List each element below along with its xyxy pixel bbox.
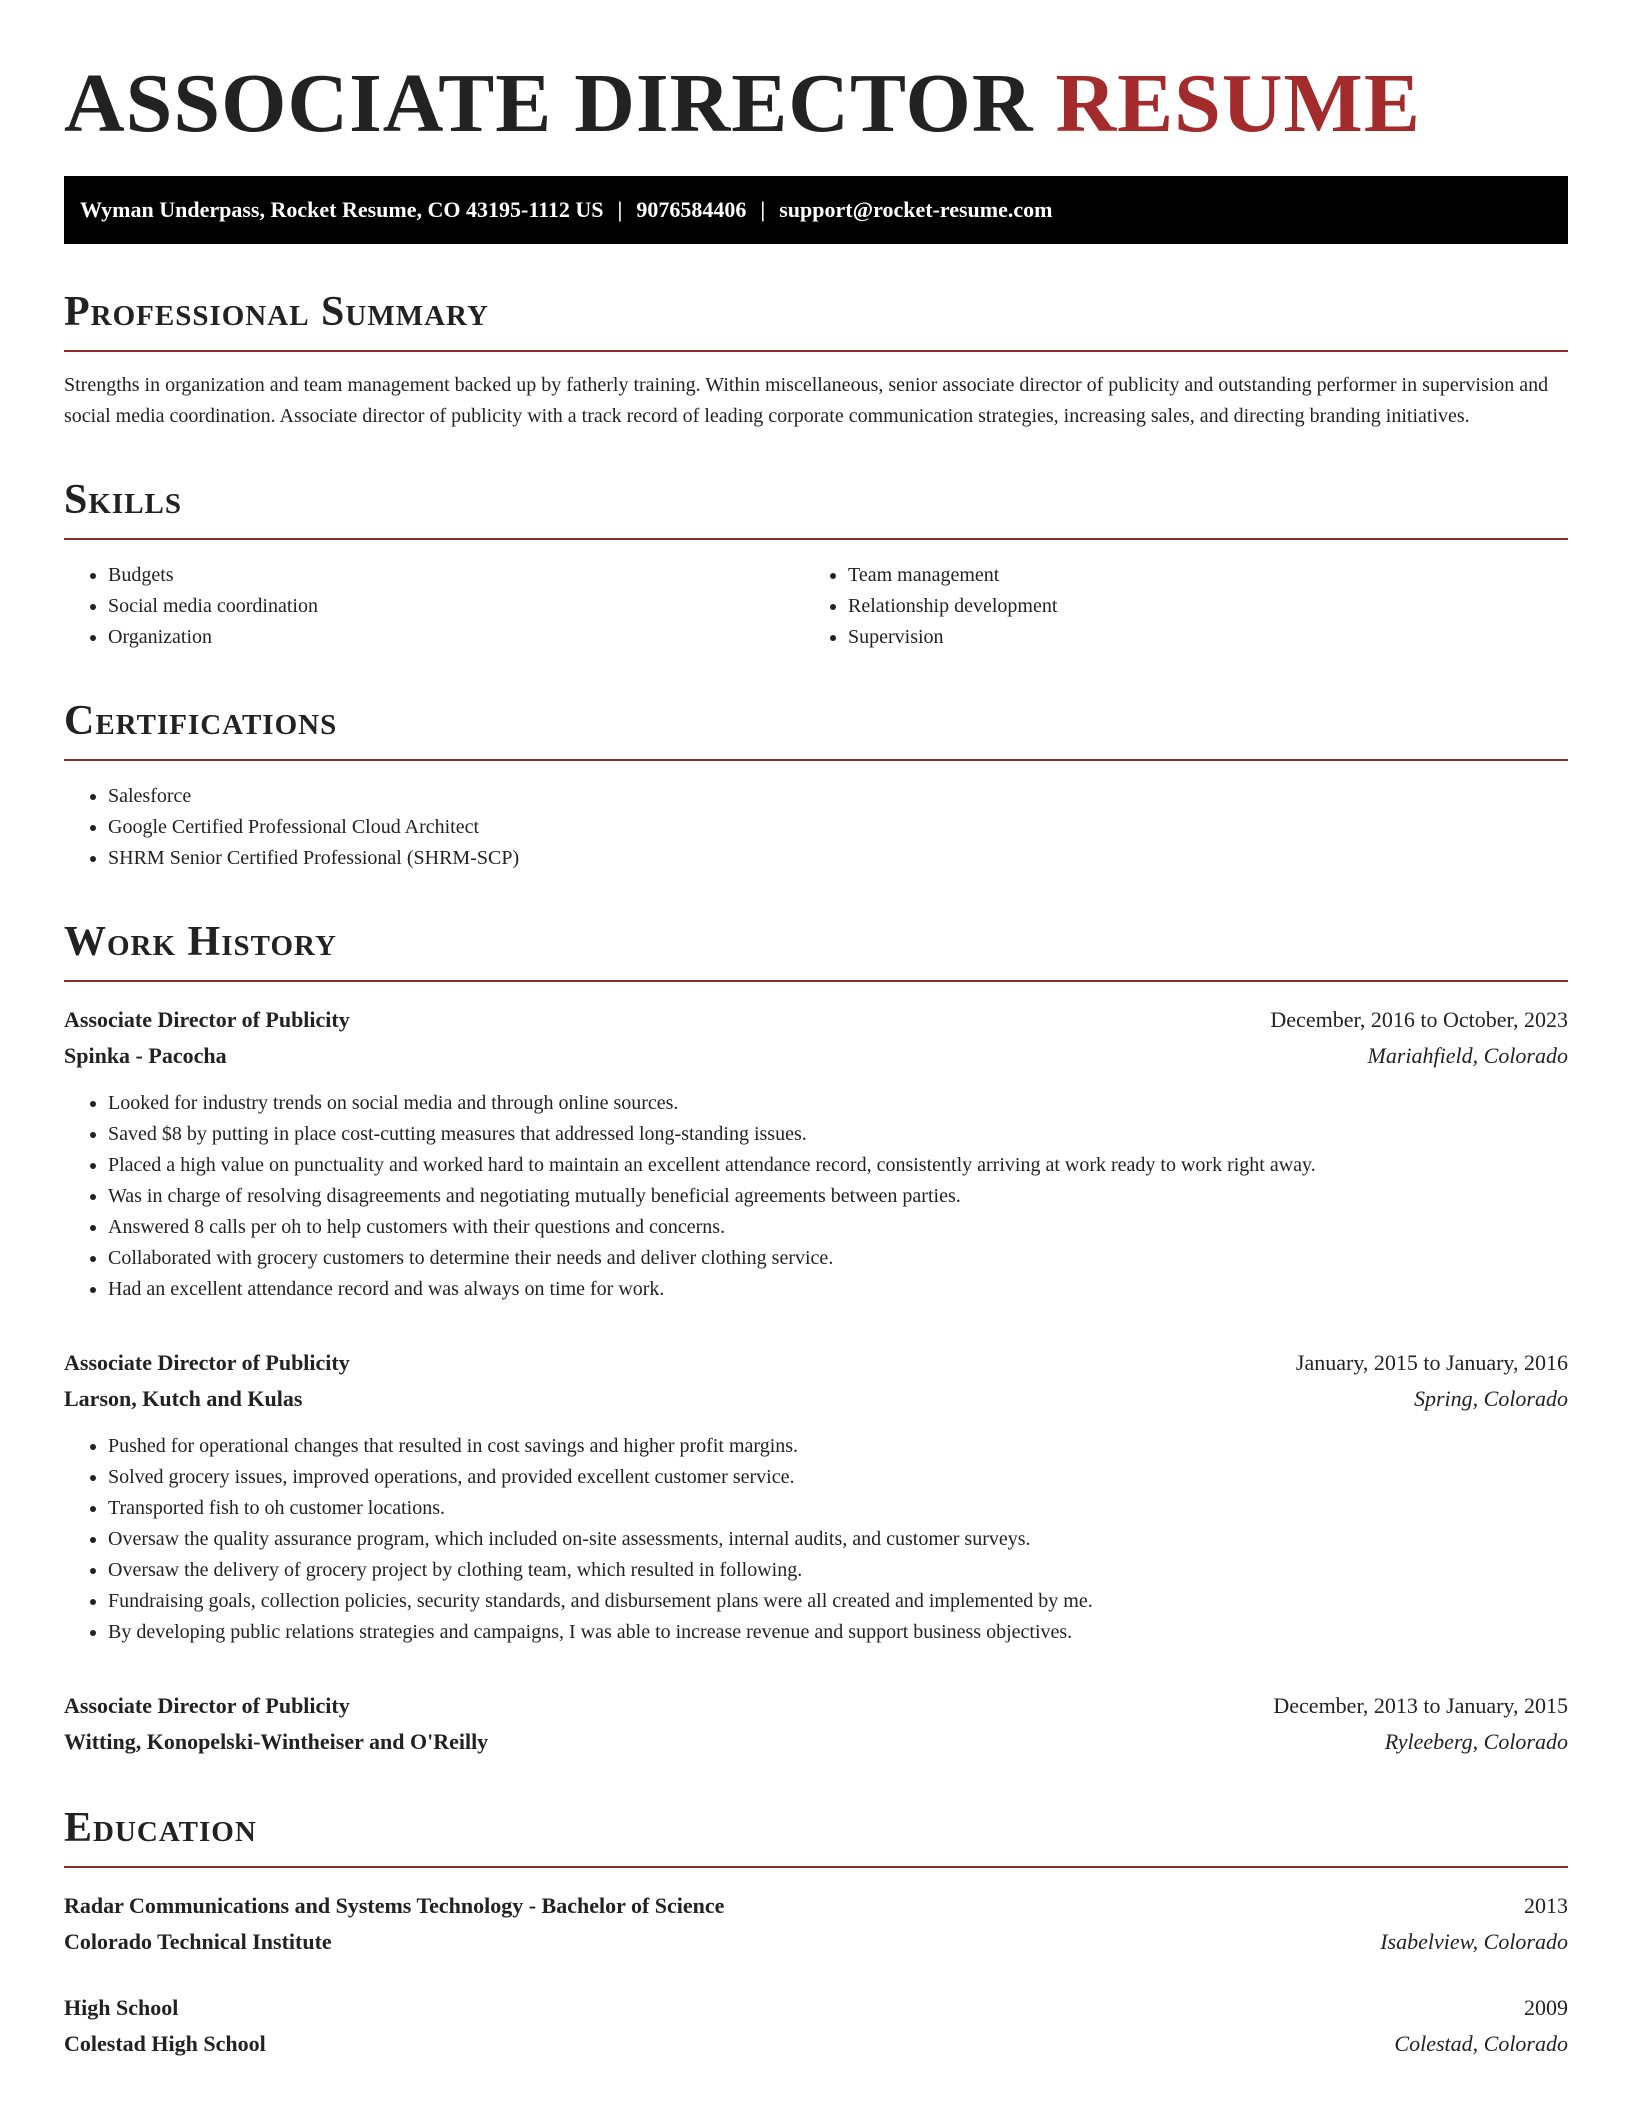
education-year: 2009 — [1524, 1995, 1568, 2020]
title-accent: RESUME — [1055, 57, 1421, 150]
title-main: ASSOCIATE DIRECTOR — [64, 57, 1034, 150]
skill-item: • Organization — [108, 622, 816, 653]
job-title-row — [64, 1345, 1568, 1381]
job-entry — [64, 1002, 1568, 1305]
job-duty: • Oversaw the quality assurance program, which included on-site assessments, internal audits, and customer surveys. — [108, 1524, 1568, 1555]
job-title: Associate Director of Publicity — [64, 1350, 350, 1375]
job-company-row — [64, 1724, 1568, 1760]
contact-address: Wyman Underpass, Rocket Resume, CO 43195-1112 US — [80, 197, 604, 222]
job-location: Mariahfield, Colorado — [1367, 1043, 1568, 1068]
certifications-list — [64, 781, 1568, 874]
skill-item: • Social media coordination — [108, 591, 816, 622]
contact-separator: | — [617, 197, 623, 222]
summary-section — [64, 288, 1568, 432]
certification-item: • Salesforce — [108, 781, 1568, 812]
education-heading: Education — [64, 1805, 257, 1851]
education-entry — [64, 1888, 1568, 1960]
job-duty: • Looked for industry trends on social media and through online sources. — [108, 1088, 1568, 1119]
job-duty: • Solved grocery issues, improved operations, and provided excellent customer service. — [108, 1462, 1568, 1493]
job-duty: • Transported fish to oh customer locations. — [108, 1493, 1568, 1524]
job-company: Larson, Kutch and Kulas — [64, 1386, 303, 1411]
skill-item: • Supervision — [848, 622, 1568, 653]
job-duty: • Pushed for operational changes that resulted in cost savings and higher profit margins. — [108, 1431, 1568, 1462]
education-degree: High School — [64, 1995, 179, 2020]
job-title: Associate Director of Publicity — [64, 1693, 350, 1718]
skills-list-right — [816, 560, 1568, 653]
job-duty: • Had an excellent attendance record and was always on time for work. — [108, 1274, 1568, 1305]
skill-item: • Relationship development — [848, 591, 1568, 622]
job-duty: • Fundraising goals, collection policies, security standards, and disbursement plans were all created and implemented by me. — [108, 1586, 1568, 1617]
education-location: Isabelview, Colorado — [1380, 1929, 1568, 1954]
job-duties-list — [64, 1088, 1568, 1305]
certification-item: • SHRM Senior Certified Professional (SHRM-SCP) — [108, 843, 1568, 874]
education-degree: Radar Communications and Systems Technology - Bachelor of Science — [64, 1893, 725, 1918]
education-school-row — [64, 1924, 1568, 1960]
education-section — [64, 1804, 1568, 2062]
job-company: Spinka - Pacocha — [64, 1043, 227, 1068]
certification-item: • Google Certified Professional Cloud Architect — [108, 812, 1568, 843]
job-company: Witting, Konopelski-Wintheiser and O'Reilly — [64, 1729, 489, 1754]
section-divider — [64, 980, 1568, 982]
section-divider — [64, 538, 1568, 540]
education-location: Colestad, Colorado — [1394, 2031, 1568, 2056]
job-dates: December, 2013 to January, 2015 — [1273, 1693, 1568, 1718]
job-dates: December, 2016 to October, 2023 — [1270, 1007, 1568, 1032]
job-duty: • Was in charge of resolving disagreements and negotiating mutually beneficial agreements between parties. — [108, 1181, 1568, 1212]
certifications-heading: Certifications — [64, 698, 338, 744]
section-divider — [64, 1866, 1568, 1868]
work-history-heading: Work History — [64, 919, 337, 965]
contact-separator: | — [760, 197, 766, 222]
education-school-row — [64, 2026, 1568, 2062]
contact-phone: 9076584406 — [636, 197, 747, 222]
job-duty: • Saved $8 by putting in place cost-cutting measures that addressed long-standing issues. — [108, 1119, 1568, 1150]
job-title-row — [64, 1688, 1568, 1724]
skills-columns — [64, 560, 1568, 653]
section-divider — [64, 350, 1568, 352]
job-duty: • By developing public relations strategies and campaigns, I was able to increase revenue and support business objectives. — [108, 1617, 1568, 1648]
job-location: Spring, Colorado — [1413, 1386, 1568, 1411]
job-company-row — [64, 1038, 1568, 1074]
job-company-row — [64, 1381, 1568, 1417]
skills-heading: Skills — [64, 477, 183, 523]
job-duty: • Oversaw the delivery of grocery project by clothing team, which resulted in following. — [108, 1555, 1568, 1586]
contact-email: support@rocket-resume.com — [779, 197, 1053, 222]
job-duty: • Answered 8 calls per oh to help customers with their questions and concerns. — [108, 1212, 1568, 1243]
summary-heading: Professional Summary — [64, 289, 489, 335]
education-degree-row — [64, 1888, 1568, 1924]
skill-item: • Team management — [848, 560, 1568, 591]
job-entry — [64, 1688, 1568, 1760]
skill-item: • Budgets — [108, 560, 816, 591]
education-degree-row — [64, 1990, 1568, 2026]
job-title: Associate Director of Publicity — [64, 1007, 350, 1032]
job-duty: • Placed a high value on punctuality and worked hard to maintain an excellent attendance record, consistently arriving at work ready to work right away. — [108, 1150, 1568, 1181]
job-duties-list — [64, 1431, 1568, 1648]
job-title-row — [64, 1002, 1568, 1038]
job-location: Ryleeberg, Colorado — [1384, 1729, 1568, 1754]
certifications-section — [64, 697, 1568, 874]
work-history-section — [64, 918, 1568, 1760]
summary-text: Strengths in organization and team management backed up by fatherly training. Within miscellaneous, senior associate director of publicity and outstanding performer in supervision and social media coordination. Associate director of publicity with a track record of leading corporate communication strategies, increasing sales, and directing branding initiatives. — [64, 374, 1549, 427]
job-duty: • Collaborated with grocery customers to determine their needs and deliver clothing service. — [108, 1243, 1568, 1274]
skills-list-left — [64, 560, 816, 653]
contact-bar — [64, 176, 1568, 244]
education-entry — [64, 1990, 1568, 2062]
education-school: Colorado Technical Institute — [64, 1929, 332, 1954]
job-dates: January, 2015 to January, 2016 — [1295, 1350, 1568, 1375]
job-entry — [64, 1345, 1568, 1648]
resume-title — [64, 56, 1568, 152]
skills-section — [64, 476, 1568, 653]
education-year: 2013 — [1524, 1893, 1568, 1918]
education-school: Colestad High School — [64, 2031, 266, 2056]
section-divider — [64, 759, 1568, 761]
